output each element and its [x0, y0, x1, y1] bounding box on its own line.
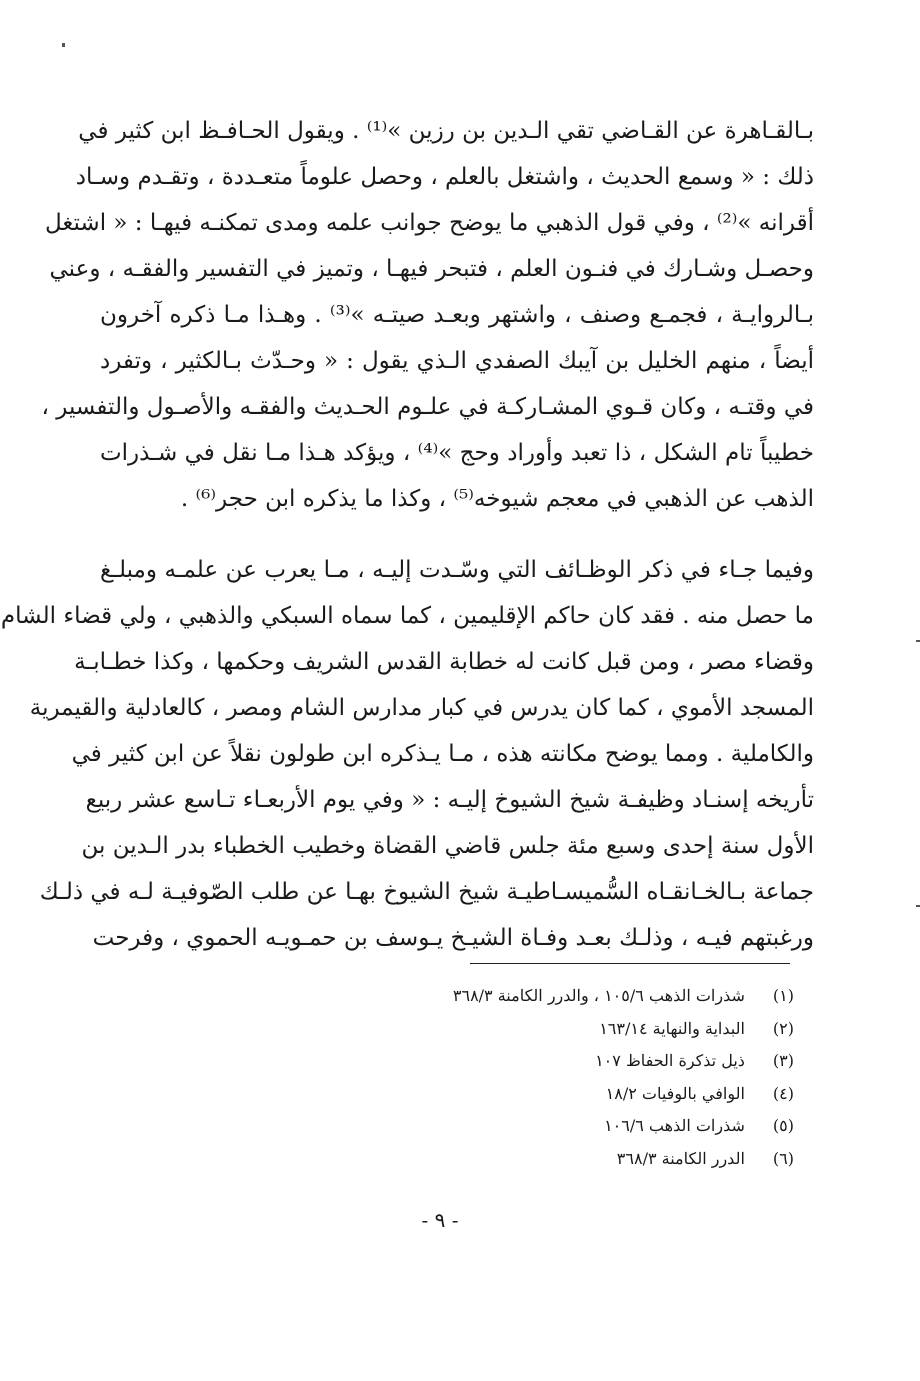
text-line: الذهب عن الذهبي في معجم شيوخه⁽⁵⁾ ، وكذا ما يذكره ابن حجر⁽⁶⁾ .: [180, 486, 814, 512]
text-line: وقضاء مصر ، ومن قبل كانت له خطابة القدس الشريف وحكمها ، وكذا خطـابـة: [74, 649, 814, 675]
footnote-number: (٦): [772, 1148, 794, 1168]
scan-speck: [916, 640, 920, 642]
footnote-number: (٤): [772, 1083, 794, 1103]
footnote-text: شذرات الذهب ١٠٦/٦: [604, 1116, 745, 1135]
footnote-item: [374, 1078, 794, 1111]
text-line: أقرانه »⁽²⁾ ، وفي قول الذهبي ما يوضح جوانب علمه ومدى تمكنـه فيهـا : « اشتغل: [44, 210, 814, 236]
scan-speck: [62, 43, 65, 47]
paragraph-2: [0, 547, 814, 961]
text-line: خطيباً تام الشكل ، ذا تعبد وأوراد وحج »⁽⁴⁾ ، ويؤكد هـذا مـا نقل في شـذرات: [100, 440, 814, 466]
text-line: ورغبتهم فيـه ، وذلـك بعـد وفـاة الشيـخ يـوسف بن حمـويـه الحموي ، وفرحت: [92, 925, 814, 951]
paragraph-1: [41, 108, 814, 522]
footnote-text: ذيل تذكرة الحفاظ ١٠٧: [595, 1051, 745, 1070]
text-line: والكاملية . ومما يوضح مكانته هذه ، مـا يـذكره ابن طولون نقلاً عن ابن كثير في: [71, 741, 814, 767]
text-line: المسجد الأموي ، كما كان يدرس في كبار مدارس الشام ومصر ، كالعادلية والقيمرية: [29, 695, 814, 721]
text-line: ذلك : « وسمع الحديث ، واشتغل بالعلم ، وحصل علوماً متعـددة ، وتقـدم وسـاد: [75, 164, 814, 190]
footnotes: [374, 980, 794, 1175]
text-line: أيضاً ، منهم الخليل بن آيبك الصفدي الـذي يقول : « وحـدّث بـالكثير ، وتفرد: [100, 348, 814, 374]
footnote-item: [374, 1045, 794, 1078]
footnote-item: [374, 980, 794, 1013]
scan-speck: [916, 905, 920, 907]
text-line: ما حصل منه . فقد كان حاكم الإقليمين ، كما سماه السبكي والذهبي ، ولي قضاء الشام: [0, 603, 814, 629]
text-line: الأول سنة إحدى وسبع مئة جلس قاضي القضاة وخطيب الخطباء بدر الـدين بن: [81, 833, 814, 859]
footnote-number: (٣): [772, 1051, 794, 1070]
footnote-text: شذرات الذهب ١٠٥/٦ ، والدرر الكامنة ٣٦٨/٣: [452, 986, 745, 1005]
text-line: تأريخه إسنـاد وظيفـة شيخ الشيوخ إليـه : « وفي يوم الأربعـاء تـاسع عشر ربيع: [85, 787, 814, 813]
text-line: بـالقـاهرة عن القـاضي تقي الـدين بن رزين »⁽¹⁾ . ويقول الحـافـظ ابن كثير في: [78, 118, 814, 144]
text-line: بـالروايـة ، فجمـع وصنف ، واشتهر وبعـد صيتـه »⁽³⁾ . وهـذا مـا ذكره آخرون: [100, 302, 814, 328]
footnote-text: الدرر الكامنة ٣٦٨/٣: [616, 1148, 745, 1168]
text-line: وفيما جـاء في ذكر الوظـائف التي وسّـدت إليـه ، مـا يعرب عن علمـه ومبلـغ: [100, 557, 814, 583]
text-line: وحصـل وشـارك في فنـون العلم ، فتبحر فيهـا ، وتميز في التفسير والفقـه ، وعني: [49, 256, 814, 282]
footnote-number: (٢): [772, 1018, 794, 1038]
page-number: - ٩ -: [421, 1208, 459, 1232]
footnote-item: [374, 1143, 794, 1176]
footnote-item: [374, 1110, 794, 1143]
footnote-text: البداية والنهاية ١٦٣/١٤: [599, 1018, 745, 1038]
footnote-item: [374, 1013, 794, 1046]
text-line: في وقتـه ، وكان قـوي المشـاركـة في علـوم الحـديث والفقـه والأصـول والتفسير ،: [41, 394, 814, 420]
footnote-text: الوافي بالوفيات ١٨/٢: [605, 1083, 745, 1103]
text-line: جماعة بـالخـانقـاه السُّميسـاطيـة شيخ الشيوخ بهـا عن طلب الصّوفيـة لـه في ذلـك: [39, 879, 814, 905]
footnote-number: (١): [772, 986, 794, 1005]
footnote-divider: [470, 963, 790, 964]
footnote-number: (٥): [772, 1116, 794, 1135]
